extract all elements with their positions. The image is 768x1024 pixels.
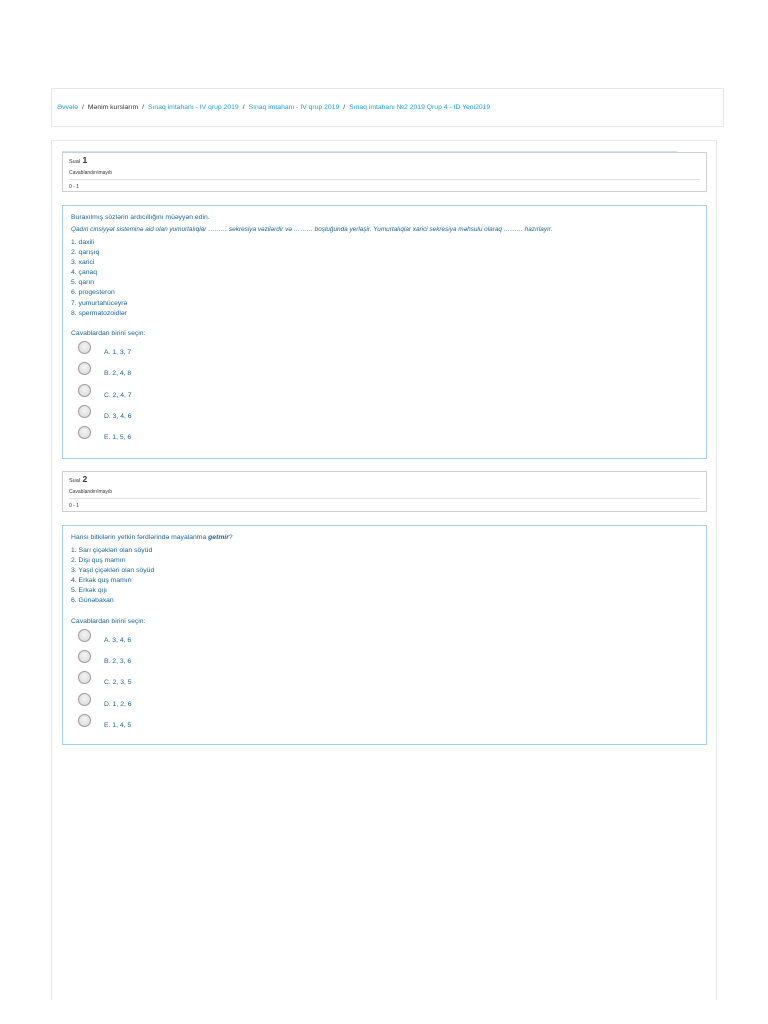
answer-label[interactable]: D. 3, 4, 6 (104, 412, 132, 420)
breadcrumb-quiz-link[interactable]: Sınaq imtahanı №2 2019 Qrup 4 - ID Yeni2019 (349, 104, 491, 111)
answer-label[interactable]: A. 3, 4, 6 (104, 636, 132, 644)
question-state: Cavablandırılmayıb (69, 489, 113, 495)
answer-label[interactable]: B. 2, 3, 6 (104, 657, 132, 665)
list-item: 6. Günəbaxan (71, 597, 114, 605)
answer-option (71, 671, 698, 692)
breadcrumb-separator: / (142, 104, 144, 111)
question-2-text-end: ? (228, 534, 233, 541)
list-item: 2. qarışıq (71, 249, 100, 257)
radio-button[interactable] (78, 714, 91, 727)
list-item: 1. Sarı çiçəkləri olan söyüd (71, 547, 153, 554)
info-divider (69, 498, 700, 499)
radio-button[interactable] (78, 384, 91, 397)
breadcrumb-course-section-link[interactable]: Sınaq imtahanı - IV qrup 2019 (248, 104, 340, 111)
answer-label[interactable]: B. 2, 4, 8 (104, 370, 132, 378)
answer-option (71, 693, 698, 714)
answer-option (71, 714, 698, 735)
question-number: 1 (82, 155, 88, 165)
list-item: 4. çanaq (71, 269, 98, 277)
question-2-text-start: Hansı bitkilərin yetkin fərdlərində mayalanma (71, 534, 209, 541)
list-item: 3. Yaşıl çiçəkləri olan söyüd (71, 567, 155, 575)
list-item: 4. Erkək quş mamırı (71, 577, 132, 585)
answer-label[interactable]: E. 1, 5, 6 (104, 434, 132, 442)
radio-button[interactable] (78, 629, 91, 642)
answer-label[interactable]: C. 2, 4, 7 (104, 391, 132, 399)
question-1-info (62, 152, 707, 192)
answer-option (71, 341, 698, 362)
info-divider (69, 179, 700, 180)
question-1-heading (69, 156, 700, 167)
question-2-heading (69, 475, 700, 486)
question-state: Cavablandırılmayıb (69, 170, 113, 176)
radio-button[interactable] (78, 671, 91, 684)
radio-button[interactable] (78, 650, 91, 663)
question-2-items (71, 546, 698, 607)
radio-button[interactable] (78, 693, 91, 706)
question-1-text: Buraxılmış sözlərin ardıcıllığını müəyyən edin. (71, 214, 210, 221)
answer-option (71, 362, 698, 383)
radio-button[interactable] (78, 341, 91, 354)
list-item: 3. xarici (71, 259, 95, 267)
answer-label[interactable]: C. 2, 3, 5 (104, 679, 132, 687)
question-1-content (62, 205, 707, 459)
list-item: 8. spermatozoidlər (71, 309, 127, 317)
list-item: 7. yumurtahüceyrə (71, 299, 128, 307)
question-2-content (62, 525, 707, 745)
answer-label[interactable]: D. 1, 2, 6 (104, 700, 132, 708)
question-2-text-emphasis: getmir (208, 534, 229, 541)
answer-option (71, 426, 698, 447)
breadcrumb (51, 88, 724, 127)
breadcrumb-separator: / (242, 104, 245, 111)
question-2-text (71, 533, 698, 543)
answer-prompt: Cavablardan birini seçin: (71, 329, 146, 337)
question-grade: 0 - 1 (69, 184, 80, 190)
list-item: 5. Erkək qıjı (71, 587, 107, 595)
answer-option (71, 384, 698, 405)
list-item: 2. Dişi quş mamırı (71, 557, 126, 565)
breadcrumb-course-link[interactable]: Sınaq imtahanı - IV qrup 2019 (148, 104, 239, 111)
answer-option (71, 405, 698, 426)
answer-label[interactable]: E. 1, 4, 5 (104, 722, 132, 730)
answer-prompt: Cavablardan birini seçin: (71, 617, 146, 625)
answer-label[interactable]: A. 1, 3, 7 (104, 348, 132, 356)
question-2-answers (71, 629, 698, 736)
breadcrumb-separator: / (343, 104, 346, 111)
breadcrumb-separator: / (81, 104, 84, 111)
question-grade: 0 - 1 (69, 503, 80, 509)
answer-option (71, 650, 698, 671)
radio-button[interactable] (78, 362, 91, 375)
question-label: Sual (69, 478, 81, 484)
question-1-items (71, 238, 698, 319)
question-1-subtext: Qadın cinsiyyət sisteminə aid olan yumurtalıqlar ……… sekresiya vəzilərdir və ……… boşluğunda yerləşir. Yumurtalıqlar xarici sekresiya məhsulu olaraq ……… hazırlayır. (71, 226, 553, 233)
question-label: Sual (69, 159, 81, 165)
radio-button[interactable] (78, 426, 91, 439)
question-2-info (62, 471, 707, 512)
answer-option (71, 629, 698, 650)
question-number: 2 (82, 474, 88, 484)
list-item: 6. progesteron (71, 289, 115, 297)
breadcrumb-my-courses: Mənim kurslarım (87, 104, 139, 111)
list-item: 5. qarın (71, 279, 95, 287)
question-1-answers (71, 341, 698, 448)
radio-button[interactable] (78, 405, 91, 418)
list-item: 1. daxili (71, 239, 95, 246)
breadcrumb-home-link[interactable]: Əvvələ (57, 104, 78, 111)
